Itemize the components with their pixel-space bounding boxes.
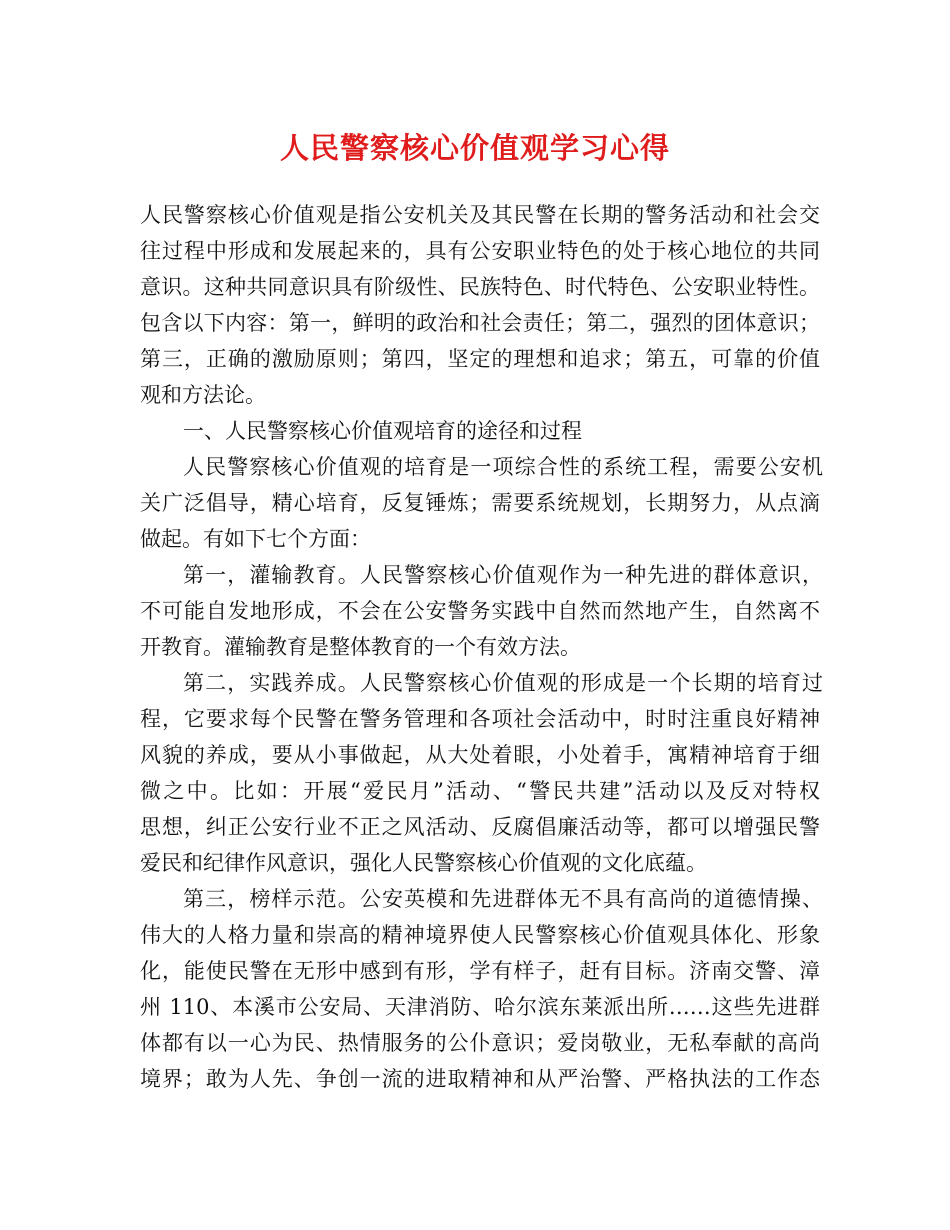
paragraph-line: 微之中。比如：开展“爱民月”活动、“警民共建”活动以及反对特权 (140, 779, 820, 803)
document-title: 人民警察核心价值观学习心得 (279, 131, 670, 165)
paragraph-line: 关广泛倡导，精心培育，反复锤炼；需要系统规划，长期努力，从点滴 (140, 491, 820, 515)
section-heading: 一、人民警察核心价值观培育的途径和过程 (183, 419, 582, 443)
paragraph-line: 做起。有如下七个方面： (140, 527, 371, 551)
paragraph-line: 体都有以一心为民、热情服务的公仆意识；爱岗敬业，无私奉献的高尚 (140, 1031, 820, 1055)
paragraph-line: 思想，纠正公安行业不正之风活动、反腐倡廉活动等，都可以增强民警 (140, 815, 820, 839)
paragraph-line: 观和方法论。 (140, 383, 266, 407)
paragraph-line: 第一，灌输教育。人民警察核心价值观作为一种先进的群体意识， (183, 563, 823, 587)
paragraph-line: 境界；敢为人先、争创一流的进取精神和从严治警、严格执法的工作态 (140, 1067, 820, 1091)
paragraph-line: 开教育。灌输教育是整体教育的一个有效方法。 (140, 635, 581, 659)
paragraph-line: 爱民和纪律作风意识，强化人民警察核心价值观的文化底蕴。 (140, 851, 707, 875)
paragraph-line: 风貌的养成，要从小事做起，从大处着眼，小处着手，寓精神培育于细 (140, 743, 820, 767)
paragraph-line: 伟大的人格力量和崇高的精神境界使人民警察核心价值观具体化、形象 (140, 923, 820, 947)
paragraph-line: 化，能使民警在无形中感到有形，学有样子，赶有目标。济南交警、漳 (140, 959, 820, 983)
paragraph-line: 人民警察核心价值观是指公安机关及其民警在长期的警务活动和社会交 (140, 203, 820, 227)
paragraph-line: 意识。这种共同意识具有阶级性、民族特色、时代特色、公安职业特性。 (140, 275, 820, 299)
paragraph-line: 州 110、本溪市公安局、天津消防、哈尔滨东莱派出所……这些先进群 (140, 995, 820, 1019)
paragraph-line: 人民警察核心价值观的培育是一项综合性的系统工程，需要公安机 (183, 455, 823, 479)
paragraph-line: 第三，榜样示范。公安英模和先进群体无不具有高尚的道德情操、 (183, 887, 823, 911)
paragraph-line: 程，它要求每个民警在警务管理和各项社会活动中，时时注重良好精神 (140, 707, 820, 731)
paragraph-line: 往过程中形成和发展起来的，具有公安职业特色的处于核心地位的共同 (140, 239, 820, 263)
paragraph-line: 第三，正确的激励原则；第四，坚定的理想和追求；第五，可靠的价值 (140, 347, 820, 371)
paragraph-line: 第二，实践养成。人民警察核心价值观的形成是一个长期的培育过 (183, 671, 823, 695)
paragraph-line: 不可能自发地形成，不会在公安警务实践中自然而然地产生，自然离不 (140, 599, 820, 623)
paragraph-line: 包含以下内容：第一，鲜明的政治和社会责任；第二，强烈的团体意识； (140, 311, 820, 335)
